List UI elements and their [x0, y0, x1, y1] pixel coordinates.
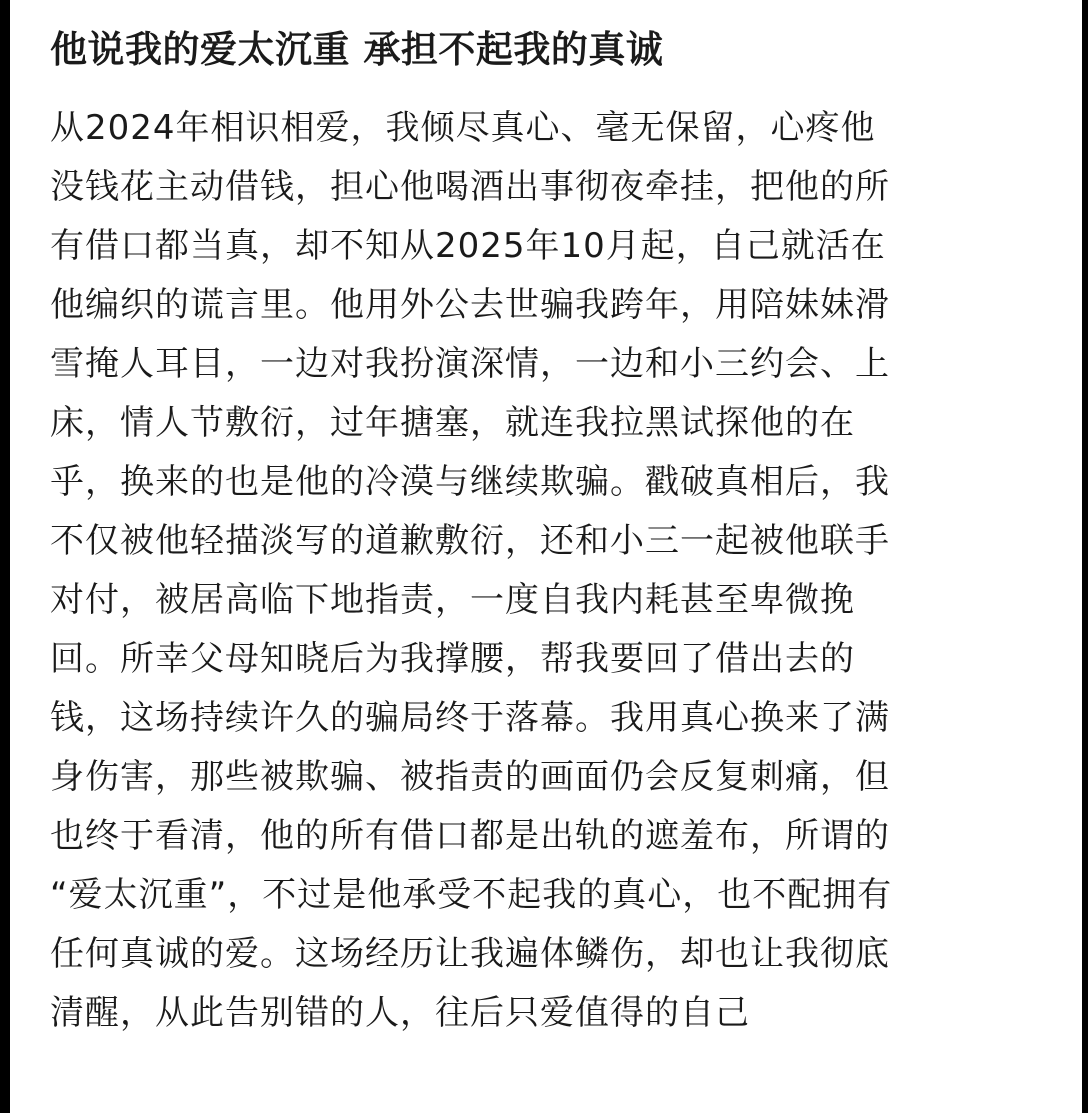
post-body-line: 钱，这场持续许久的骗局终于落幕。我用真心换来了满 — [50, 698, 890, 738]
post-body-line: 从2024年相识相爱，我倾尽真心、毫无保留，心疼他 — [50, 108, 876, 148]
post-body-line: 任何真诚的爱。这场经历让我遍体鳞伤，却也让我彻底 — [50, 934, 890, 974]
post-body-line: 身伤害，那些被欺骗、被指责的画面仍会反复刺痛，但 — [50, 757, 890, 797]
post-card — [10, 0, 1082, 1113]
post-body-line: 乎，换来的也是他的冷漠与继续欺骗。戳破真相后，我 — [50, 462, 890, 502]
post-body-line: 雪掩人耳目，一边对我扮演深情，一边和小三约会、上 — [50, 344, 890, 384]
post-body-line: “爱太沉重”，不过是他承受不起我的真心，也不配拥有 — [50, 875, 893, 915]
post-body-line: 没钱花主动借钱，担心他喝酒出事彻夜牵挂，把他的所 — [50, 167, 890, 207]
post-body-line: 也终于看清，他的所有借口都是出轨的遮羞布，所谓的 — [50, 816, 890, 856]
post-title: 他说我的爱太沉重 承担不起我的真诚 — [50, 28, 664, 71]
post-body-line: 对付，被居高临下地指责，一度自我内耗甚至卑微挽 — [50, 580, 855, 620]
post-body-line: 有借口都当真，却不知从2025年10月起，自己就活在 — [50, 226, 886, 266]
post-body-line: 不仅被他轻描淡写的道歉敷衍，还和小三一起被他联手 — [50, 521, 890, 561]
post-body-line: 清醒，从此告别错的人，往后只爱值得的自己 — [50, 993, 750, 1033]
post-body — [50, 99, 1050, 1043]
post-body-line: 床，情人节敷衍，过年搪塞，就连我拉黑试探他的在 — [50, 403, 855, 443]
post-body-line: 他编织的谎言里。他用外公去世骗我跨年，用陪妹妹滑 — [50, 285, 890, 325]
post-body-line: 回。所幸父母知晓后为我撑腰，帮我要回了借出去的 — [50, 639, 855, 679]
